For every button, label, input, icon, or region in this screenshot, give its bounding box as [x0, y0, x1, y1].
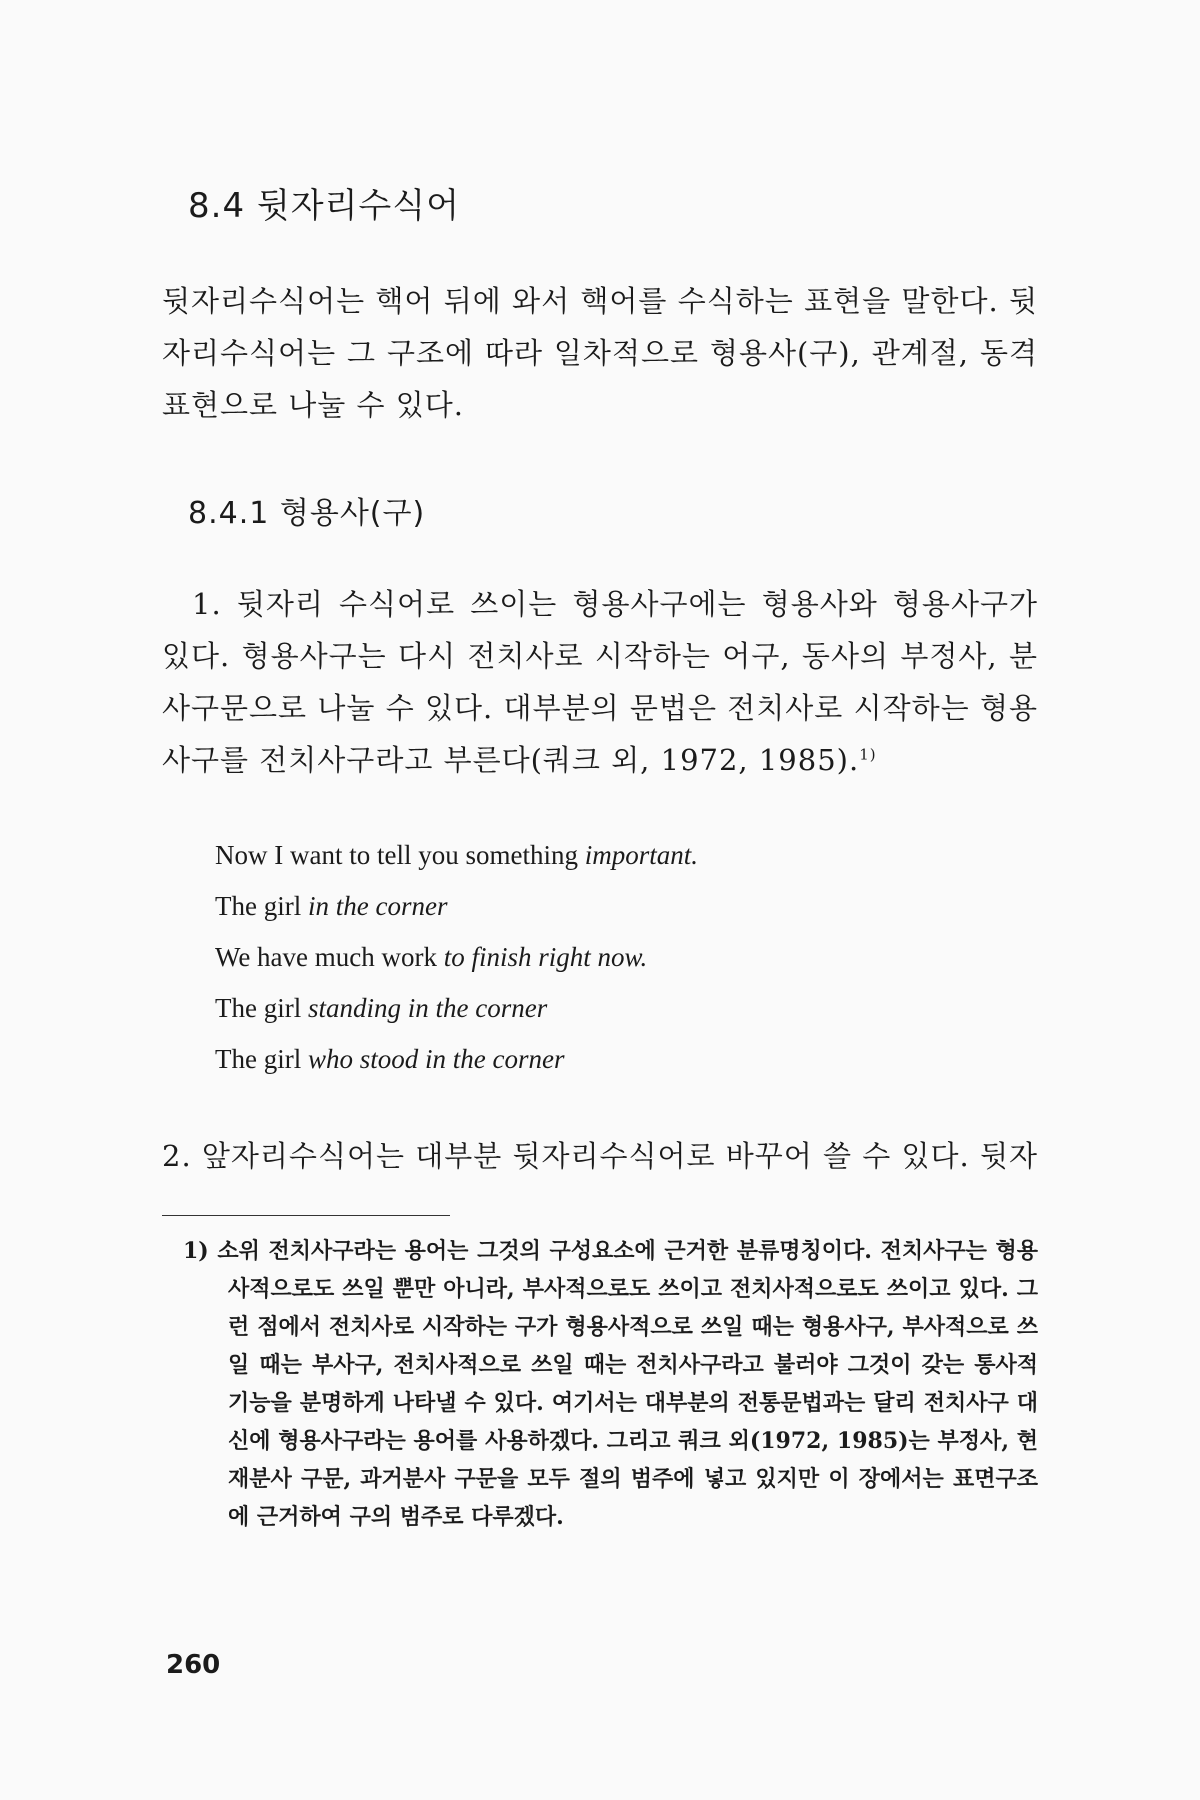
subsection-title: 8.4.1 형용사(구)	[188, 496, 426, 531]
example-item	[215, 830, 698, 881]
example-item	[215, 881, 698, 932]
section-title: 8.4 뒷자리수식어	[188, 186, 460, 226]
footnote-divider	[162, 1215, 450, 1216]
footnote: 1) 소위 전치사구라는 용어는 그것의 구성요소에 근거한 분류명칭이다. 전치사구는 형용사적으로도 쓰일 뿐만 아니라, 부사적으로도 쓰이고 전치사적으로도 쓰이고 있다. 그런 점에서 전치사로 시작하는 구가 형용사적으로 쓰일 때는 형용사구, 부사적으로 쓰일 때는 부사구, 전치사적으로 쓰일 때는 전치사구라고 불러야 그것이 갖는 통사적 기능을 분명하게 나타낼 수 있다. 여기서는 대부분의 전통문법과는 달리 전치사구 대신에 형용사구라는 용어를 사용하겠다. 그리고 쿼크 외(1972, 1985)는 부정사, 현재분사 구문, 과거분사 구문을 모두 절의 범주에 넣고 있지만 이 장에서는 표면구조에 근거하여 구의 범주로 다루겠다.	[183, 1238, 1038, 1530]
example-italic: to finish right now.	[443, 942, 648, 972]
example-item	[215, 1034, 698, 1085]
example-italic: important.	[584, 840, 698, 870]
example-plain: The girl	[215, 1044, 308, 1074]
paragraph-1-text: 1. 뒷자리 수식어로 쓰이는 형용사구에는 형용사와 형용사구가 있다. 형용사구는 다시 전치사로 시작하는 어구, 동사의 부정사, 분사구문으로 나눌 수 있다. 대부분의 문법은 전치사로 시작하는 형용사구를 전치사구라고 부른다(쿼크 외, 1972, 1985).	[162, 587, 1038, 777]
example-item	[215, 983, 698, 1034]
paragraph-2: 2. 앞자리수식어는 대부분 뒷자리수식어로 바꾸어 쓸 수 있다. 뒷자	[162, 1139, 1038, 1173]
example-italic: in the corner	[307, 891, 448, 921]
footnote-reference: 1)	[859, 745, 877, 764]
example-plain: The girl	[215, 993, 308, 1023]
example-item	[215, 932, 698, 983]
example-plain: Now I want to tell you something	[215, 840, 585, 870]
example-list	[215, 830, 698, 1085]
paragraph-1	[162, 578, 1038, 786]
intro-paragraph: 뒷자리수식어는 핵어 뒤에 와서 핵어를 수식하는 표현을 말한다. 뒷자리수식어는 그 구조에 따라 일차적으로 형용사(구), 관계절, 동격표현으로 나눌 수 있다.	[162, 284, 1038, 422]
example-plain: The girl	[215, 891, 308, 921]
example-italic: standing in the corner	[307, 993, 548, 1023]
example-plain: We have much work	[215, 942, 444, 972]
example-italic: who stood in the corner	[307, 1044, 565, 1074]
page-number: 260	[166, 1650, 221, 1680]
